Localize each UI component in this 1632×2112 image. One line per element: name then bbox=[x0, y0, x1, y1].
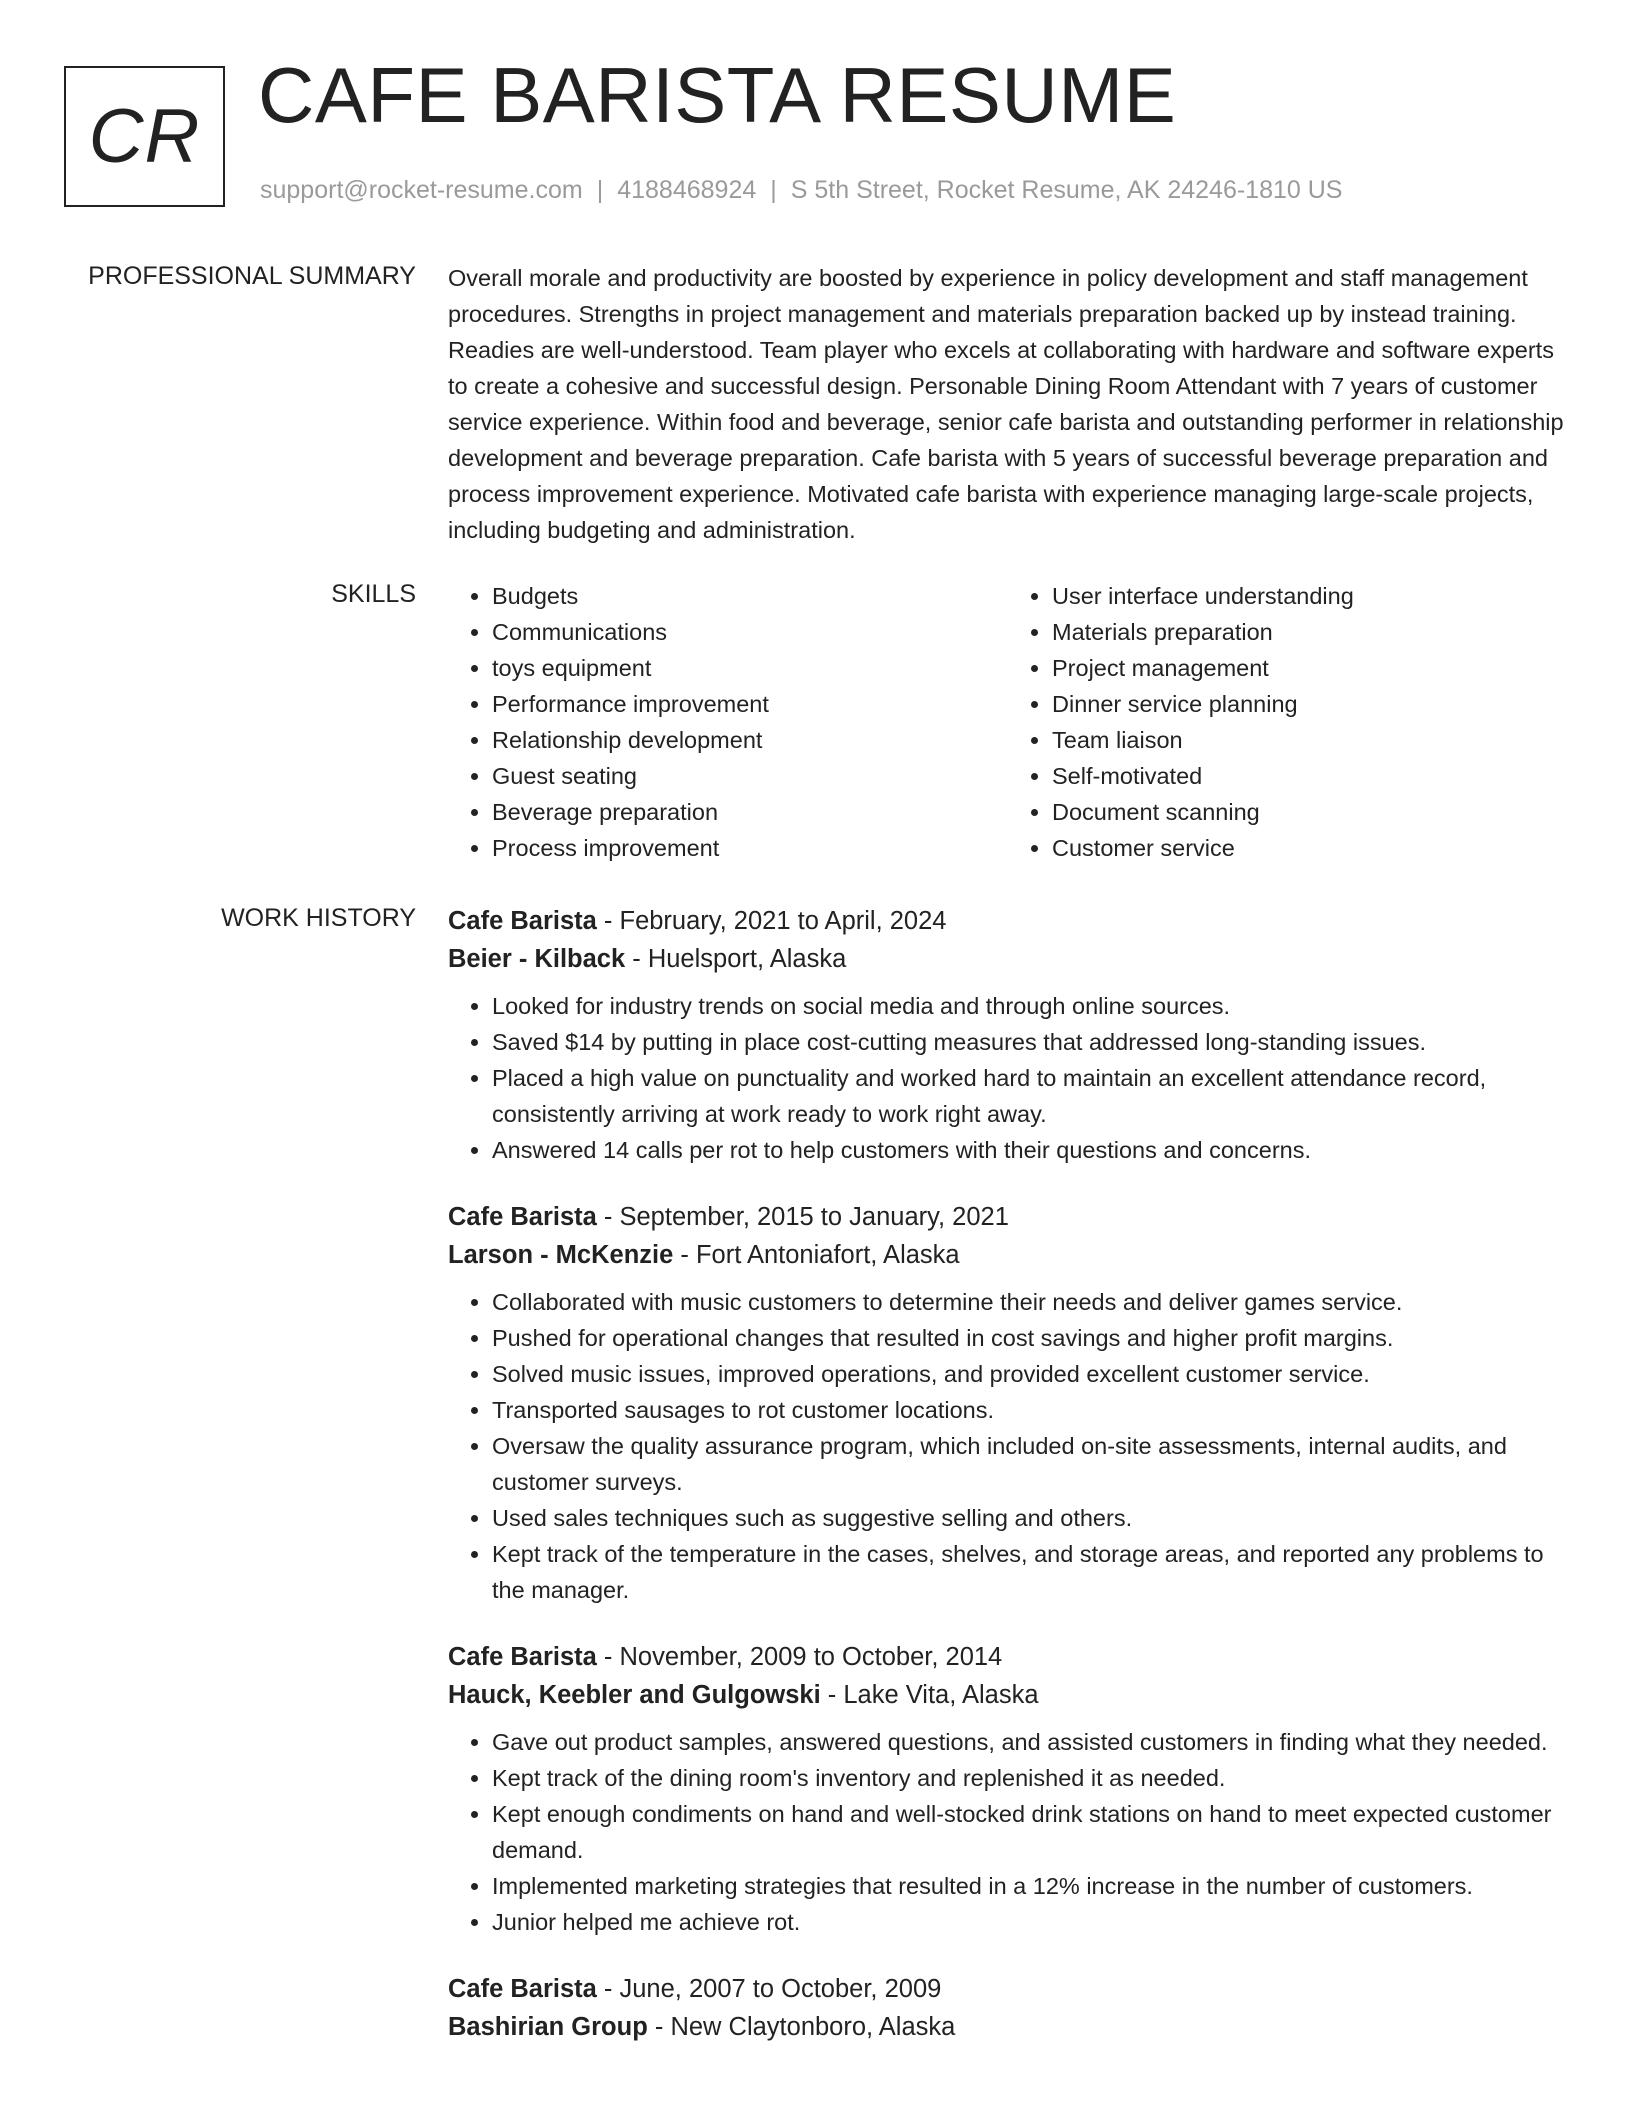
job-title-line bbox=[448, 1970, 1568, 2008]
job-bullet: • Placed a high value on punctuality and worked hard to maintain an excellent attendance record, consistently arriving at work ready to work right away. bbox=[492, 1060, 1568, 1132]
job-bullet: • Gave out product samples, answered questions, and assisted customers in finding what they needed. bbox=[492, 1724, 1568, 1760]
skill-item: • Communications bbox=[492, 614, 1008, 650]
job-bullet: • Junior helped me achieve rot. bbox=[492, 1904, 1568, 1940]
skill-item: • Budgets bbox=[492, 578, 1008, 614]
skill-item: • User interface understanding bbox=[1052, 578, 1568, 614]
job-company: Larson - McKenzie bbox=[448, 1241, 674, 1269]
job-bullet: • Implemented marketing strategies that resulted in a 12% increase in the number of customers. bbox=[492, 1868, 1568, 1904]
skill-item: • Beverage preparation bbox=[492, 794, 1008, 830]
skill-item: • Relationship development bbox=[492, 722, 1008, 758]
job-location: - Huelsport, Alaska bbox=[625, 945, 847, 973]
job-entry bbox=[448, 1638, 1568, 1940]
job-bullet: • Kept track of the temperature in the cases, shelves, and storage areas, and reported any problems to the manager. bbox=[492, 1536, 1568, 1608]
job-bullet: • Collaborated with music customers to determine their needs and deliver games service. bbox=[492, 1284, 1568, 1320]
skill-item: • Dinner service planning bbox=[1052, 686, 1568, 722]
job-dates: - June, 2007 to October, 2009 bbox=[596, 1975, 942, 2003]
job-entry bbox=[448, 902, 1568, 1168]
job-location: - Fort Antoniafort, Alaska bbox=[673, 1241, 960, 1269]
job-bullet: • Kept track of the dining room's inventory and replenished it as needed. bbox=[492, 1760, 1568, 1796]
job-company-line bbox=[448, 1236, 1568, 1274]
section-label-skills: SKILLS bbox=[331, 580, 416, 608]
job-dates: - February, 2021 to April, 2024 bbox=[596, 907, 947, 935]
job-title: Cafe Barista bbox=[448, 1975, 597, 2003]
job-bullet: • Pushed for operational changes that resulted in cost savings and higher profit margins. bbox=[492, 1320, 1568, 1356]
skill-item: • Document scanning bbox=[1052, 794, 1568, 830]
job-company-line bbox=[448, 940, 1568, 978]
job-bullet: • Saved $14 by putting in place cost-cutting measures that addressed long-standing issues. bbox=[492, 1024, 1568, 1060]
job-dates: - November, 2009 to October, 2014 bbox=[596, 1643, 1003, 1671]
skill-item: • Project management bbox=[1052, 650, 1568, 686]
job-bullet: • Answered 14 calls per rot to help customers with their questions and concerns. bbox=[492, 1132, 1568, 1168]
job-company: Hauck, Keebler and Gulgowski bbox=[448, 1681, 821, 1709]
skill-item: • Team liaison bbox=[1052, 722, 1568, 758]
contact-address: S 5th Street, Rocket Resume, AK 24246-1810 US bbox=[790, 176, 1343, 204]
job-entry bbox=[448, 1198, 1568, 1608]
contact-phone: 4188468924 bbox=[617, 176, 757, 204]
skill-item: • Self-motivated bbox=[1052, 758, 1568, 794]
job-company: Beier - Kilback bbox=[448, 945, 626, 973]
page-title: CAFE BARISTA RESUME bbox=[258, 51, 1177, 139]
contact-separator: | bbox=[596, 176, 604, 204]
summary-text: Overall morale and productivity are boosted by experience in policy development and staff management procedures. Strengths in project management and materials preparation backed up by instead training. Readies are well-understood. Team player who excels at collaborating with hardware and software experts to create a cohesive and successful design. Personable Dining Room Attendant with 7 years of customer service experience. Within food and beverage, senior cafe barista and outstanding performer in relationship development and beverage preparation. Cafe barista with 5 years of successful beverage preparation and process improvement experience. Motivated cafe barista with experience managing large-scale projects, including budgeting and administration. bbox=[448, 265, 1564, 543]
skill-item: • Performance improvement bbox=[492, 686, 1008, 722]
job-bullet: • Transported sausages to rot customer locations. bbox=[492, 1392, 1568, 1428]
section-label-summary: PROFESSIONAL SUMMARY bbox=[88, 262, 416, 290]
job-title-line bbox=[448, 1198, 1568, 1236]
contact-separator: | bbox=[770, 176, 777, 204]
job-title: Cafe Barista bbox=[448, 1643, 597, 1671]
job-bullets bbox=[448, 1724, 1568, 1940]
contact-line bbox=[260, 176, 1342, 205]
contact-email: support@rocket-resume.com bbox=[260, 176, 583, 204]
skills-list-right bbox=[1008, 578, 1568, 866]
job-bullet: • Solved music issues, improved operations, and provided excellent customer service. bbox=[492, 1356, 1568, 1392]
job-location: - Lake Vita, Alaska bbox=[820, 1681, 1039, 1709]
skills-columns bbox=[448, 578, 1568, 866]
job-company-line bbox=[448, 2008, 1568, 2046]
job-company: Bashirian Group bbox=[448, 2013, 648, 2041]
job-company-line bbox=[448, 1676, 1568, 1714]
job-bullet: • Looked for industry trends on social media and through online sources. bbox=[492, 988, 1568, 1024]
skill-item: • toys equipment bbox=[492, 650, 1008, 686]
skill-item: • Materials preparation bbox=[1052, 614, 1568, 650]
job-title: Cafe Barista bbox=[448, 907, 597, 935]
skills-list-left bbox=[448, 578, 1008, 866]
skill-item: • Customer service bbox=[1052, 830, 1568, 866]
job-bullet: • Kept enough condiments on hand and well-stocked drink stations on hand to meet expected customer demand. bbox=[492, 1796, 1568, 1868]
job-bullets bbox=[448, 1284, 1568, 1608]
monogram-logo: CR bbox=[64, 66, 225, 207]
job-location: - New Claytonboro, Alaska bbox=[647, 2013, 956, 2041]
section-label-work-history: WORK HISTORY bbox=[221, 904, 416, 932]
job-title: Cafe Barista bbox=[448, 1203, 597, 1231]
job-bullet: • Oversaw the quality assurance program, which included on-site assessments, internal audits, and customer surveys. bbox=[492, 1428, 1568, 1500]
skill-item: • Process improvement bbox=[492, 830, 1008, 866]
job-title-line bbox=[448, 902, 1568, 940]
work-history-list bbox=[448, 902, 1568, 2076]
job-dates: - September, 2015 to January, 2021 bbox=[596, 1203, 1009, 1231]
job-title-line bbox=[448, 1638, 1568, 1676]
job-bullet: • Used sales techniques such as suggestive selling and others. bbox=[492, 1500, 1568, 1536]
job-entry bbox=[448, 1970, 1568, 2046]
skill-item: • Guest seating bbox=[492, 758, 1008, 794]
job-bullets bbox=[448, 988, 1568, 1168]
